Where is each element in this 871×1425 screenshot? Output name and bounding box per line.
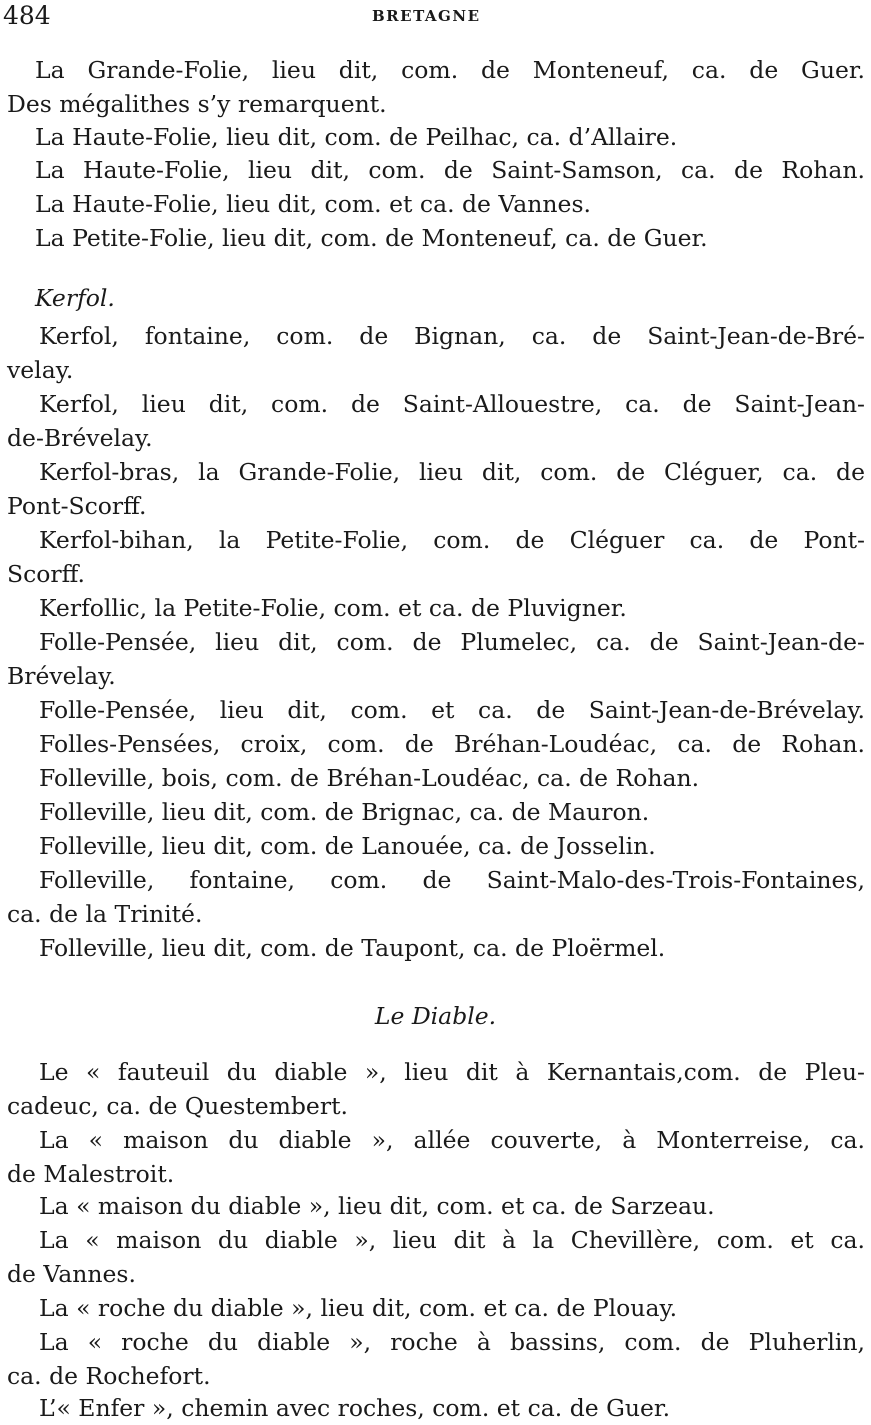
- entry-line: Folleville, fontaine, com. de Saint-Malo-des-Trois-Fontaines,: [39, 866, 865, 894]
- section-heading-kerfol: Kerfol.: [35, 284, 115, 312]
- entry-line: de Vannes.: [7, 1260, 136, 1288]
- entry-line: Folleville, lieu dit, com. de Brignac, ca. de Mauron.: [39, 798, 650, 826]
- entry-line: La « roche du diable », lieu dit, com. et ca. de Plouay.: [39, 1294, 678, 1322]
- entry-line: Folleville, lieu dit, com. de Taupont, ca. de Ploërmel.: [39, 934, 666, 962]
- entry-line: Kerfol, lieu dit, com. de Saint-Allouestre, ca. de Saint-Jean-: [39, 390, 865, 418]
- entry-line: La « maison du diable », lieu dit, com. et ca. de Sarzeau.: [39, 1192, 715, 1220]
- entry-line: de Malestroit.: [7, 1160, 175, 1188]
- entry-line: Le « fauteuil du diable », lieu dit à Kernantais,com. de Pleu-: [39, 1058, 865, 1086]
- entry-line: Kerfollic, la Petite-Folie, com. et ca. de Pluvigner.: [39, 594, 627, 622]
- page-header: [0, 0, 871, 36]
- entry-line: La Haute-Folie, lieu dit, com. de Peilhac, ca. d’Allaire.: [35, 123, 678, 151]
- entry-line: ca. de Rochefort.: [7, 1362, 211, 1390]
- running-title: BRETAGNE: [372, 7, 481, 25]
- entry-line: La « maison du diable », lieu dit à la Chevillère, com. et ca.: [39, 1226, 865, 1254]
- page-number: 484: [3, 1, 51, 30]
- entry-line: Des mégalithes s’y remarquent.: [7, 90, 387, 118]
- entry-line: La « roche du diable », roche à bassins, com. de Pluherlin,: [39, 1328, 865, 1356]
- section-heading-diable: Le Diable.: [374, 1002, 497, 1030]
- entry-line: velay.: [7, 356, 74, 384]
- entry-line: ca. de la Trinité.: [7, 900, 203, 928]
- entry-line: La Petite-Folie, lieu dit, com. de Monteneuf, ca. de Guer.: [35, 224, 708, 252]
- entry-line: Kerfol-bihan, la Petite-Folie, com. de Cléguer ca. de Pont-: [39, 526, 865, 554]
- entry-line: cadeuc, ca. de Questembert.: [7, 1092, 348, 1120]
- entry-line: Folle-Pensée, lieu dit, com. et ca. de Saint-Jean-de-Brévelay.: [39, 696, 865, 724]
- entry-line: Folles-Pensées, croix, com. de Bréhan-Loudéac, ca. de Rohan.: [39, 730, 865, 758]
- entry-line: Folleville, bois, com. de Bréhan-Loudéac, ca. de Rohan.: [39, 764, 700, 792]
- entry-line: Folleville, lieu dit, com. de Lanouée, ca. de Josselin.: [39, 832, 656, 860]
- entry-line: Kerfol, fontaine, com. de Bignan, ca. de Saint-Jean-de-Bré-: [39, 322, 865, 350]
- entry-line: La Grande-Folie, lieu dit, com. de Monteneuf, ca. de Guer.: [35, 56, 865, 84]
- entry-line: Folle-Pensée, lieu dit, com. de Plumelec, ca. de Saint-Jean-de-: [39, 628, 865, 656]
- entry-line: L’« Enfer », chemin avec roches, com. et ca. de Guer.: [39, 1394, 671, 1422]
- entry-line: La « maison du diable », allée couverte, à Monterreise, ca.: [39, 1126, 865, 1154]
- entry-line: Kerfol-bras, la Grande-Folie, lieu dit, com. de Cléguer, ca. de: [39, 458, 865, 486]
- entry-line: La Haute-Folie, lieu dit, com. de Saint-Samson, ca. de Rohan.: [35, 156, 865, 184]
- entry-line: Pont-Scorff.: [7, 492, 147, 520]
- entry-line: de-Brévelay.: [7, 424, 153, 452]
- entry-line: La Haute-Folie, lieu dit, com. et ca. de Vannes.: [35, 190, 591, 218]
- entry-line: Scorff.: [7, 560, 85, 588]
- entry-line: Brévelay.: [7, 662, 116, 690]
